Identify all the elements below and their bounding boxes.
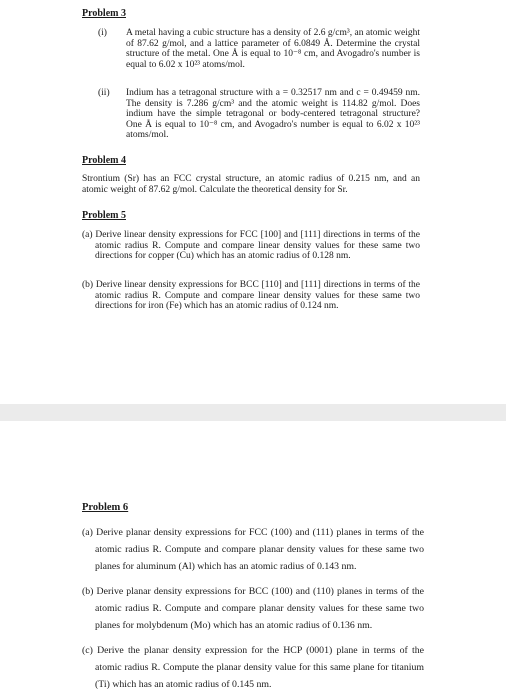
problem-5-part-b-text: (b) Derive linear density expressions for BCC [110] and [111] directions in terms of the atomic radius R. Compute and compare linear density values for these same two directions for iron (Fe) which has an atomic radius of 0.124 nm. <box>82 280 420 312</box>
document-page-2 <box>0 421 506 700</box>
problem-3-part-ii-text: Indium has a tetragonal structure with a = 0.32517 nm and c = 0.49459 nm. The density is 7.286 g/cm³ and the atomic weight is 114.82 g/mol. Does indium have the simple tetragonal or body-centered tetragonal structure? One Å is equal to 10⁻⁸ cm, and Avogadro's number is equal to 6.02 x 10²³ atoms/mol. <box>126 88 420 141</box>
problem-6-part-b-text: (b) Derive planar density expressions for BCC (100) and (110) planes in terms of the atomic radius R. Compute and compare planar density values for these same two planes for molybdenum (Mo) which has an atomic radius of 0.136 nm. <box>82 586 424 631</box>
problem-4-text: Strontium (Sr) has an FCC crystal structure, an atomic radius of 0.215 nm, and an atomic weight of 87.62 g/mol. Calculate the theoretical density for Sr. <box>82 174 420 195</box>
problem-3-part-i-text: A metal having a cubic structure has a density of 2.6 g/cm³, an atomic weight of 87.62 g/mol, and a lattice parameter of 6.0849 Å. Determine the crystal structure of the metal. One Å is equal to 10⁻⁸ cm, and Avogadro's number is equal to 6.02 x 10²³ atoms/mol. <box>126 28 420 70</box>
problem-6-part-c-text: (c) Derive the planar density expression for the HCP (0001) plane in terms of the atomic radius R. Compute the planar density value for this same plane for titanium (Ti) which has an atomic radius of 0.145 nm. <box>82 645 424 690</box>
problem-4-heading: Problem 4 <box>82 155 126 166</box>
problem-6-heading: Problem 6 <box>82 502 129 513</box>
problem-3-part-i-number: (i) <box>98 28 107 38</box>
problem-5-heading: Problem 5 <box>82 210 126 221</box>
problem-3-part-ii-number: (ii) <box>98 88 110 98</box>
problem-5-part-a-text: (a) Derive linear density expressions for FCC [100] and [111] directions in terms of the atomic radius R. Compute and compare linear density values for these same two directions for copper (Cu) which has an atomic radius of 0.128 nm. <box>82 230 420 262</box>
problem-6-part-a-text: (a) Derive planar density expressions for FCC (100) and (111) planes in terms of the atomic radius R. Compute and compare planar density values for these same two planes for aluminum (Al) which has an atomic radius of 0.143 nm. <box>82 527 424 572</box>
problem-3-heading: Problem 3 <box>82 8 126 19</box>
